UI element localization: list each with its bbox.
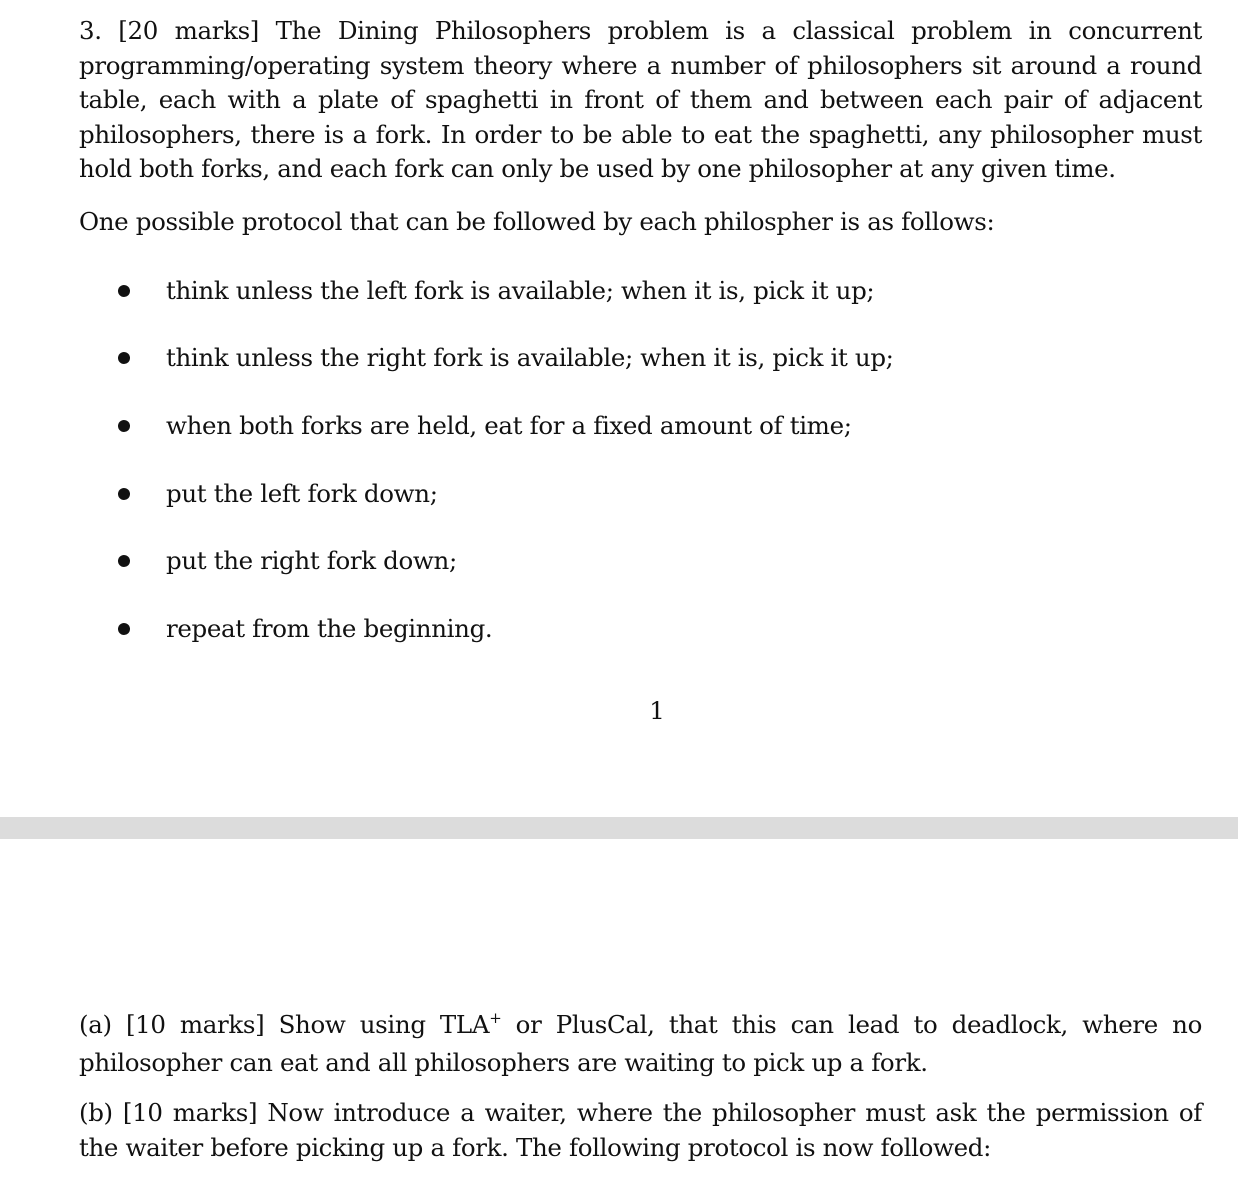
list-item (0, 407, 1238, 447)
list-item-text: think unless the left fork is available; when it is, pick it up; (166, 276, 875, 305)
list-item (0, 610, 1238, 650)
bullet-icon (118, 623, 130, 635)
page-number: 1 (649, 696, 665, 725)
list-item-text: put the left fork down; (166, 479, 438, 508)
bullet-icon (118, 488, 130, 500)
bullet-icon (118, 555, 130, 567)
part-a-text (79, 1008, 1202, 1080)
part-a-suffix: or PlusCal, that this can lead to deadlock, where no philosopher can eat and all philosophers are waiting to pick up a fork. (79, 1010, 1203, 1077)
list-item (0, 475, 1238, 515)
part-b-text: (b) [10 marks] Now introduce a waiter, where the philosopher must ask the permission of the waiter before picking up a fork. The following protocol is now followed: (79, 1098, 1202, 1162)
list-item-text: think unless the right fork is available; when it is, pick it up; (166, 343, 894, 372)
list-item-text: when both forks are held, eat for a fixed amount of time; (166, 411, 852, 440)
list-item (0, 272, 1238, 312)
bullet-icon (118, 285, 130, 297)
part-a-prefix: (a) [10 marks] Show using TLA (79, 1010, 490, 1039)
page-separator (0, 817, 1238, 839)
bullet-icon (118, 420, 130, 432)
tla-plus-superscript: + (489, 1009, 502, 1027)
list-item (0, 542, 1238, 582)
list-item-text: repeat from the beginning. (166, 614, 493, 643)
question-3-text: 3. [20 marks] The Dining Philosophers problem is a classical problem in concurrent programming/operating system theory where a number of philosophers sit around a round table, each with a plate of spaghetti in front of them and between each pair of adjacent philosophers, there is a fork. In order to be able to eat the spaghetti, any philosopher must hold both forks, and each fork can only be used by one philosopher at any given time. (79, 16, 1202, 183)
list-item-text: put the right fork down; (166, 546, 457, 575)
protocol-intro-text: One possible protocol that can be followed by each philospher is as follows: (79, 207, 995, 236)
list-item (0, 339, 1238, 379)
bullet-icon (118, 352, 130, 364)
